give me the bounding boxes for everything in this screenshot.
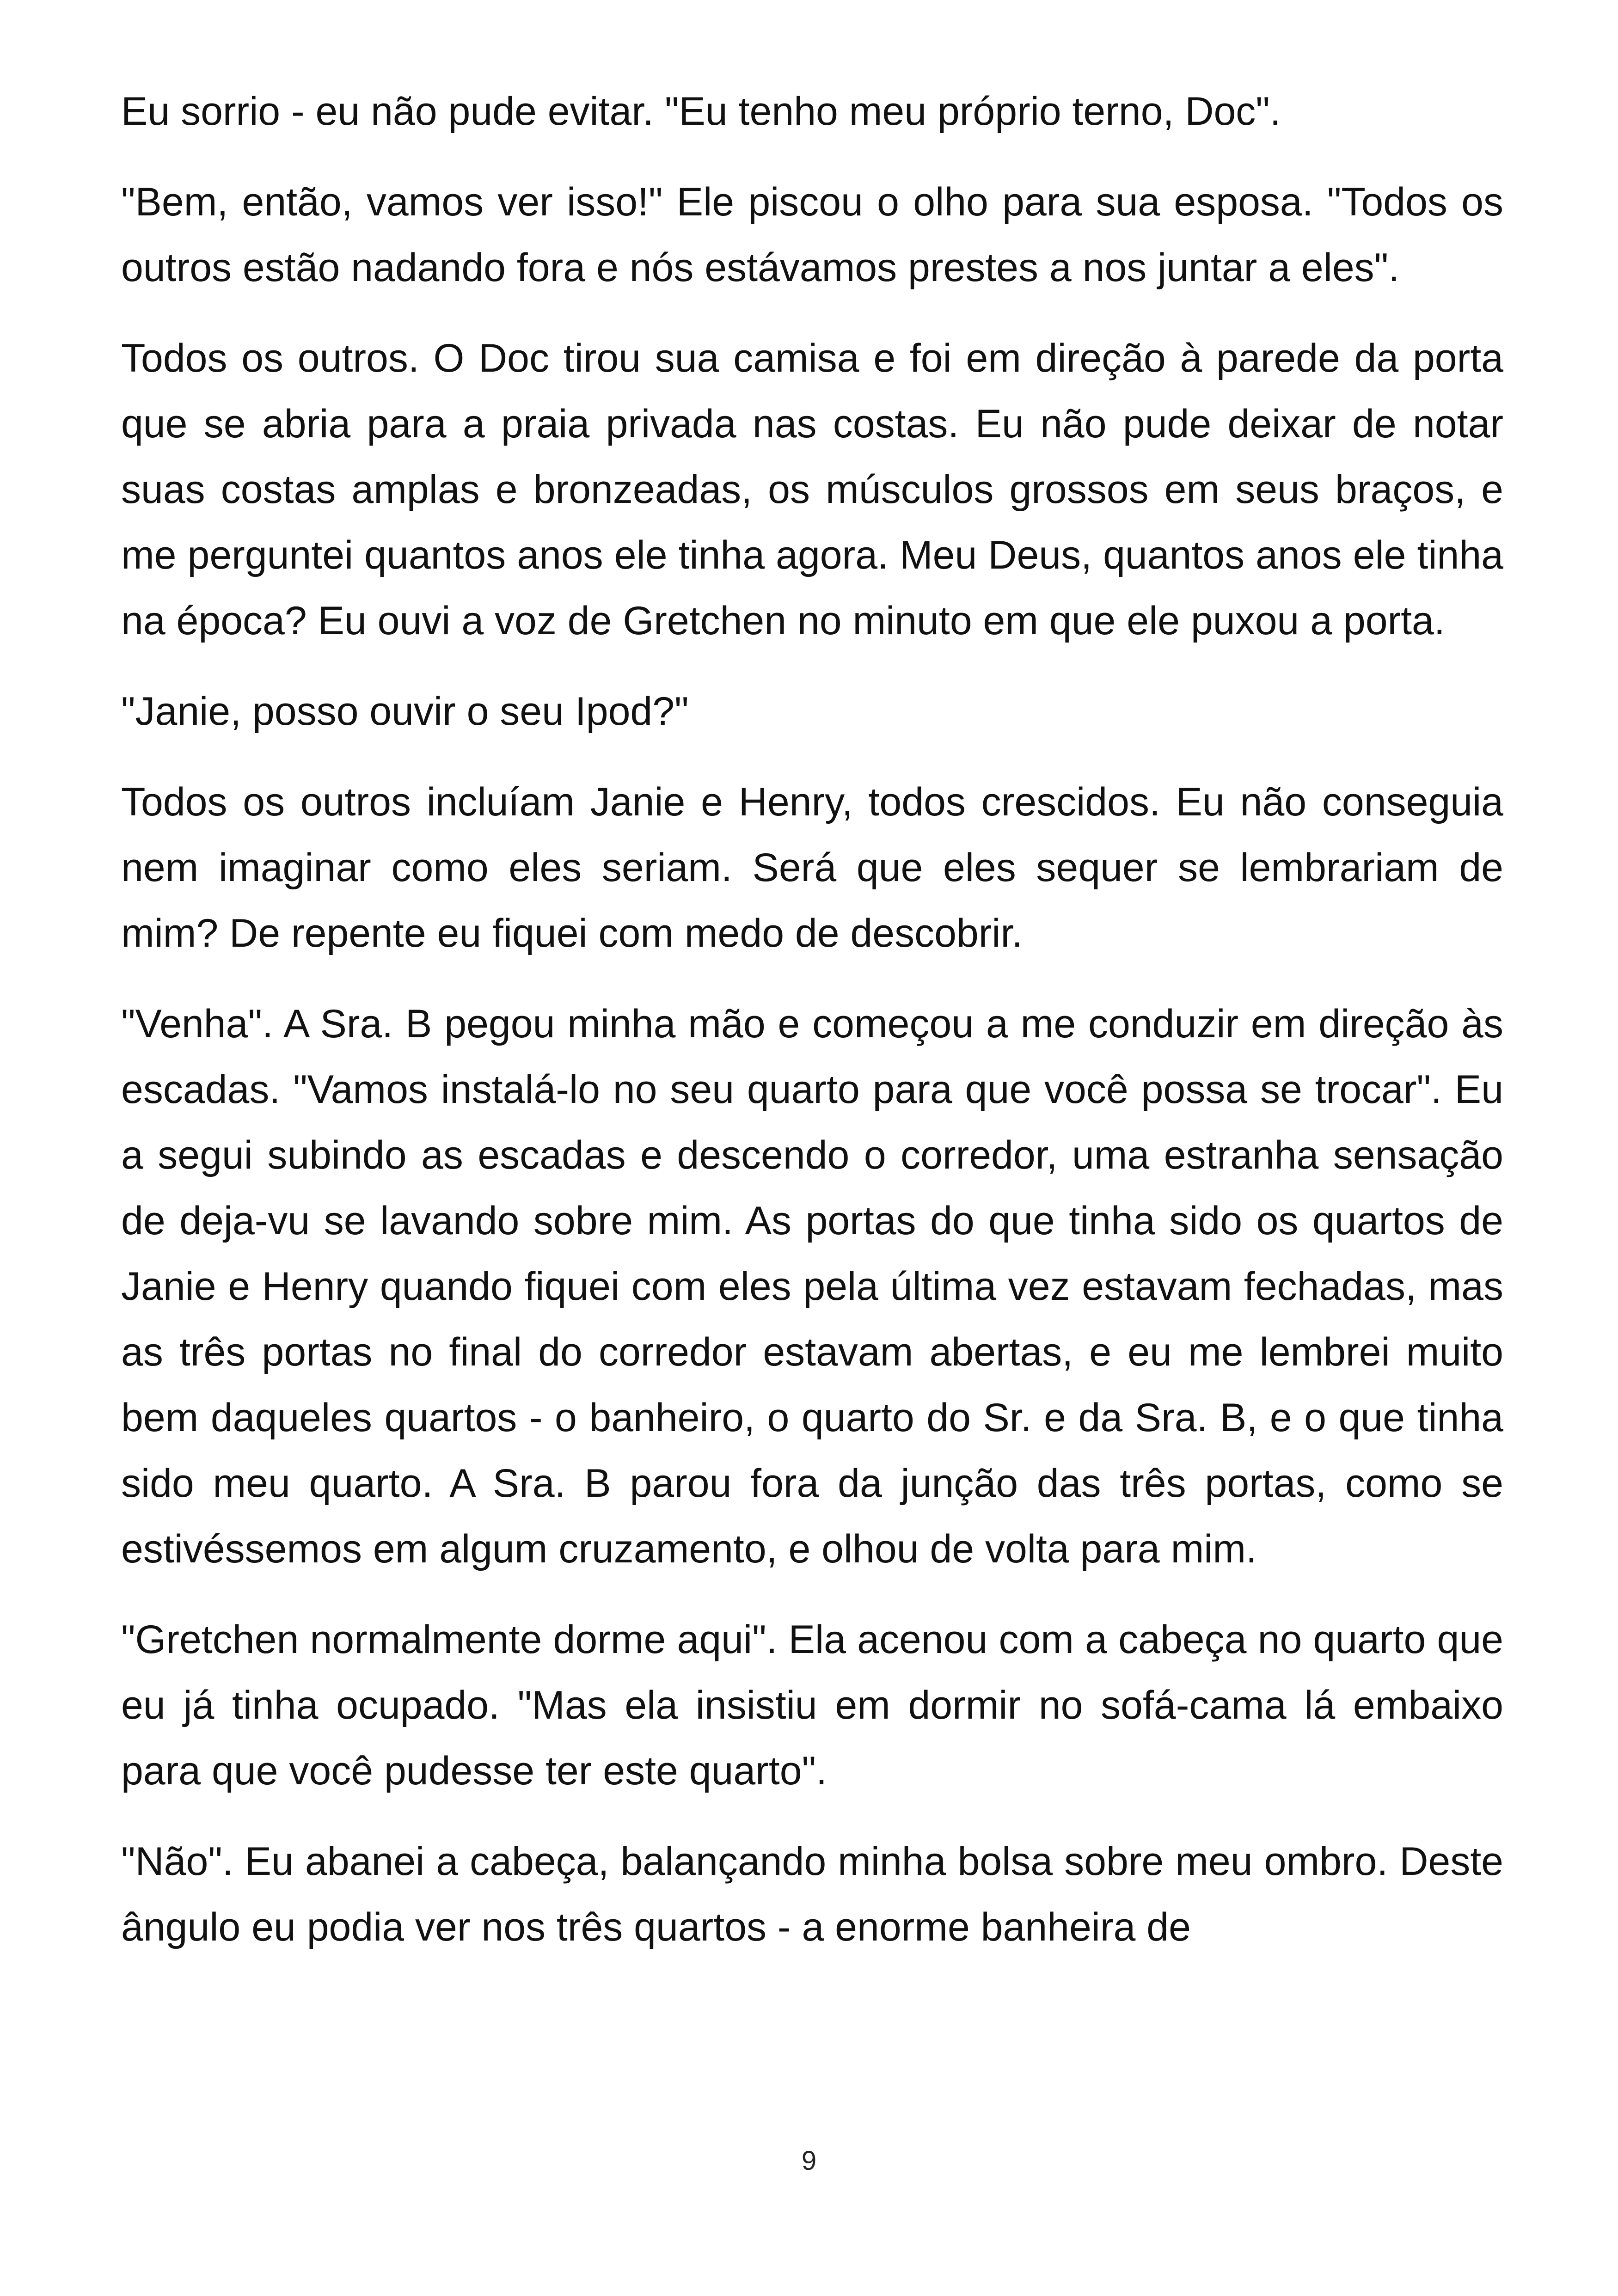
paragraph-7: "Gretchen normalmente dorme aqui". Ela acenou com a cabeça no quarto que eu já tinha ocupado. "Mas ela insistiu em dormir no sofá-cama lá embaixo para que você pudesse ter este quarto". (121, 1617, 1503, 1793)
body-text (121, 79, 1503, 1985)
paragraph-5: Todos os outros incluíam Janie e Henry, todos crescidos. Eu não conseguia nem imaginar como eles seriam. Será que eles sequer se lembrariam de mim? De repente eu fiquei com medo de descobrir. (121, 780, 1503, 955)
page-number: 9 (801, 2146, 817, 2176)
paragraph-6: "Venha". A Sra. B pegou minha mão e começou a me conduzir em direção às escadas. "Vamos instalá-lo no seu quarto para que você possa se trocar". Eu a segui subindo as escadas e descendo o corredor, uma estranha sensação de deja-vu se lavando sobre mim. As portas do que tinha sido os quartos de Janie e Henry quando fiquei com eles pela última vez estavam fechadas, mas as três portas no final do corredor estavam abertas, e eu me lembrei muito bem daqueles quartos - o banheiro, o quarto do Sr. e da Sra. B, e o que tinha sido meu quarto. A Sra. B parou fora da junção das três portas, como se estivéssemos em algum cruzamento, e olhou de volta para mim. (121, 1002, 1503, 1571)
paragraph-4: "Janie, posso ouvir o seu Ipod?" (121, 689, 689, 734)
paragraph-8: "Não". Eu abanei a cabeça, balançando minha bolsa sobre meu ombro. Deste ângulo eu podia ver nos três quartos - a enorme banheira de (121, 1839, 1503, 1949)
paragraph-1: Eu sorrio - eu não pude evitar. "Eu tenho meu próprio terno, Doc". (121, 89, 1281, 134)
paragraph-3: Todos os outros. O Doc tirou sua camisa e foi em direção à parede da porta que se abria para a praia privada nas costas. Eu não pude deixar de notar suas costas amplas e bronzeadas, os músculos grossos em seus braços, e me perguntei quantos anos ele tinha agora. Meu Deus, quantos anos ele tinha na época? Eu ouvi a voz de Gretchen no minuto em que ele puxou a porta. (121, 336, 1503, 643)
paragraph-2: "Bem, então, vamos ver isso!" Ele piscou o olho para sua esposa. "Todos os outros estão nadando fora e nós estávamos prestes a nos juntar a eles". (121, 180, 1503, 290)
